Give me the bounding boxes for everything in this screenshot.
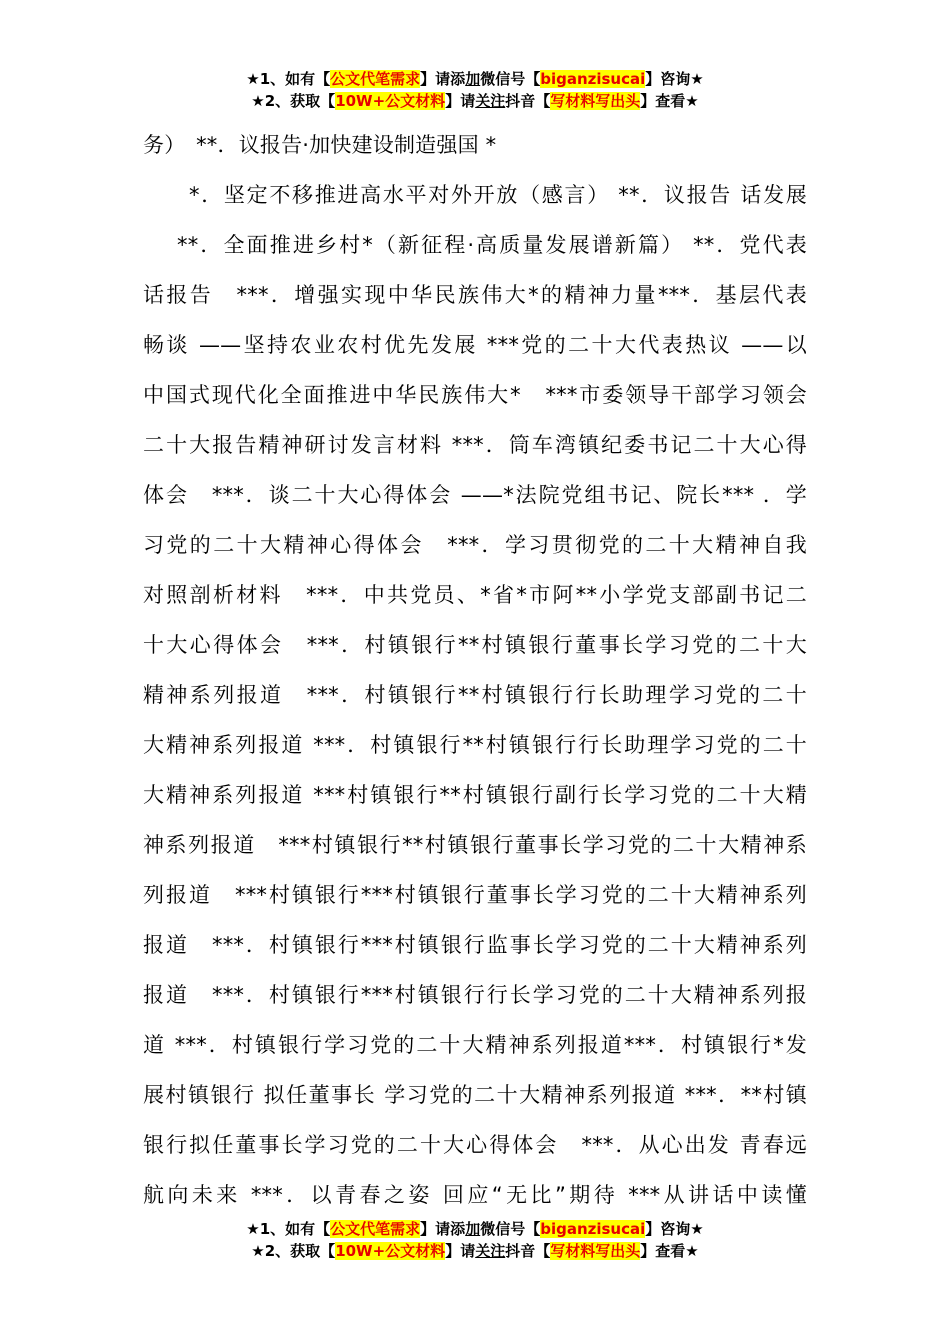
body-line: 精神系列报道 ***．村镇银行**村镇银行行长助理学习党的二十 — [143, 683, 807, 707]
body-line: 银行拟任董事长学习党的二十大心得体会 ***．从心出发 青春远 — [143, 1133, 807, 1157]
banner-line-2: ★2、获取【10W+公文材料】请关注抖音【写材料写出头】查看★ — [251, 1242, 699, 1260]
highlight-douyin: 写材料写出头 — [550, 1242, 641, 1260]
body-line: 畅谈 ——坚持农业农村优先发展 ***党的二十大代表热议 ——以 — [143, 333, 807, 357]
body-line: 报道 ***．村镇银行***村镇银行监事长学习党的二十大精神系列 — [143, 933, 807, 957]
body-line: 十大心得体会 ***．村镇银行**村镇银行董事长学习党的二十大 — [143, 633, 807, 657]
body-line: 习党的二十大精神心得体会 ***．学习贯彻党的二十大精神自我 — [143, 533, 807, 557]
body-line: 神系列报道 ***村镇银行**村镇银行董事长学习党的二十大精神系 — [143, 833, 807, 857]
highlight-service: 公文代笔需求 — [330, 70, 421, 88]
body-line: 对照剖析材料 ***．中共党员、*省*市阿**小学党支部副书记二 — [143, 583, 807, 607]
body-line: 二十大报告精神研讨发言材料 ***．筒车湾镇纪委书记二十大心得 — [143, 433, 807, 457]
body-line: 航向未来 ***．以青春之姿 回应“无比”期待 ***从讲话中读懂 — [143, 1183, 807, 1207]
body-line: 务） **．议报告·加快建设制造强国 * — [143, 133, 497, 157]
highlight-materials: 10W+公文材料 — [335, 92, 446, 110]
body-line: **．全面推进乡村*（新征程·高质量发展谱新篇） **．党代表 — [177, 233, 807, 257]
body-line: 话报告 ***．增强实现中华民族伟大*的精神力量***．基层代表 — [143, 283, 807, 307]
highlight-wechat-id: biganzisucai — [540, 1220, 646, 1238]
footer-banner — [0, 1218, 950, 1262]
highlight-douyin: 写材料写出头 — [550, 92, 641, 110]
body-line: 展村镇银行 拟任董事长 学习党的二十大精神系列报道 ***．**村镇 — [143, 1083, 807, 1107]
banner-line-1: ★1、如有【公文代笔需求】请添加微信号【biganzisucai】咨询★ — [246, 1220, 704, 1238]
body-line: 体会 ***．谈二十大心得体会 ——*法院党组书记、院长*** ．学 — [143, 483, 807, 507]
body-line: 大精神系列报道 ***村镇银行**村镇银行副行长学习党的二十大精 — [143, 783, 807, 807]
document-body — [143, 120, 807, 1220]
body-line: 道 ***．村镇银行学习党的二十大精神系列报道***．村镇银行*发 — [143, 1033, 807, 1057]
body-line: 列报道 ***村镇银行***村镇银行董事长学习党的二十大精神系列 — [143, 883, 807, 907]
highlight-service: 公文代笔需求 — [330, 1220, 421, 1238]
body-line: 中国式现代化全面推进中华民族伟大* ***市委领导干部学习领会 — [143, 383, 807, 407]
header-banner — [0, 68, 950, 112]
body-line: 报道 ***．村镇银行***村镇银行行长学习党的二十大精神系列报 — [143, 983, 807, 1007]
banner-line-1: ★1、如有【公文代笔需求】请添加微信号【biganzisucai】咨询★ — [246, 70, 704, 88]
highlight-materials: 10W+公文材料 — [335, 1242, 446, 1260]
body-line: *．坚定不移推进高水平对外开放（感言） **．议报告 话发展 — [189, 183, 807, 207]
banner-line-2: ★2、获取【10W+公文材料】请关注抖音【写材料写出头】查看★ — [251, 92, 699, 110]
body-line: 大精神系列报道 ***．村镇银行**村镇银行行长助理学习党的二十 — [143, 733, 807, 757]
highlight-wechat-id: biganzisucai — [540, 70, 646, 88]
